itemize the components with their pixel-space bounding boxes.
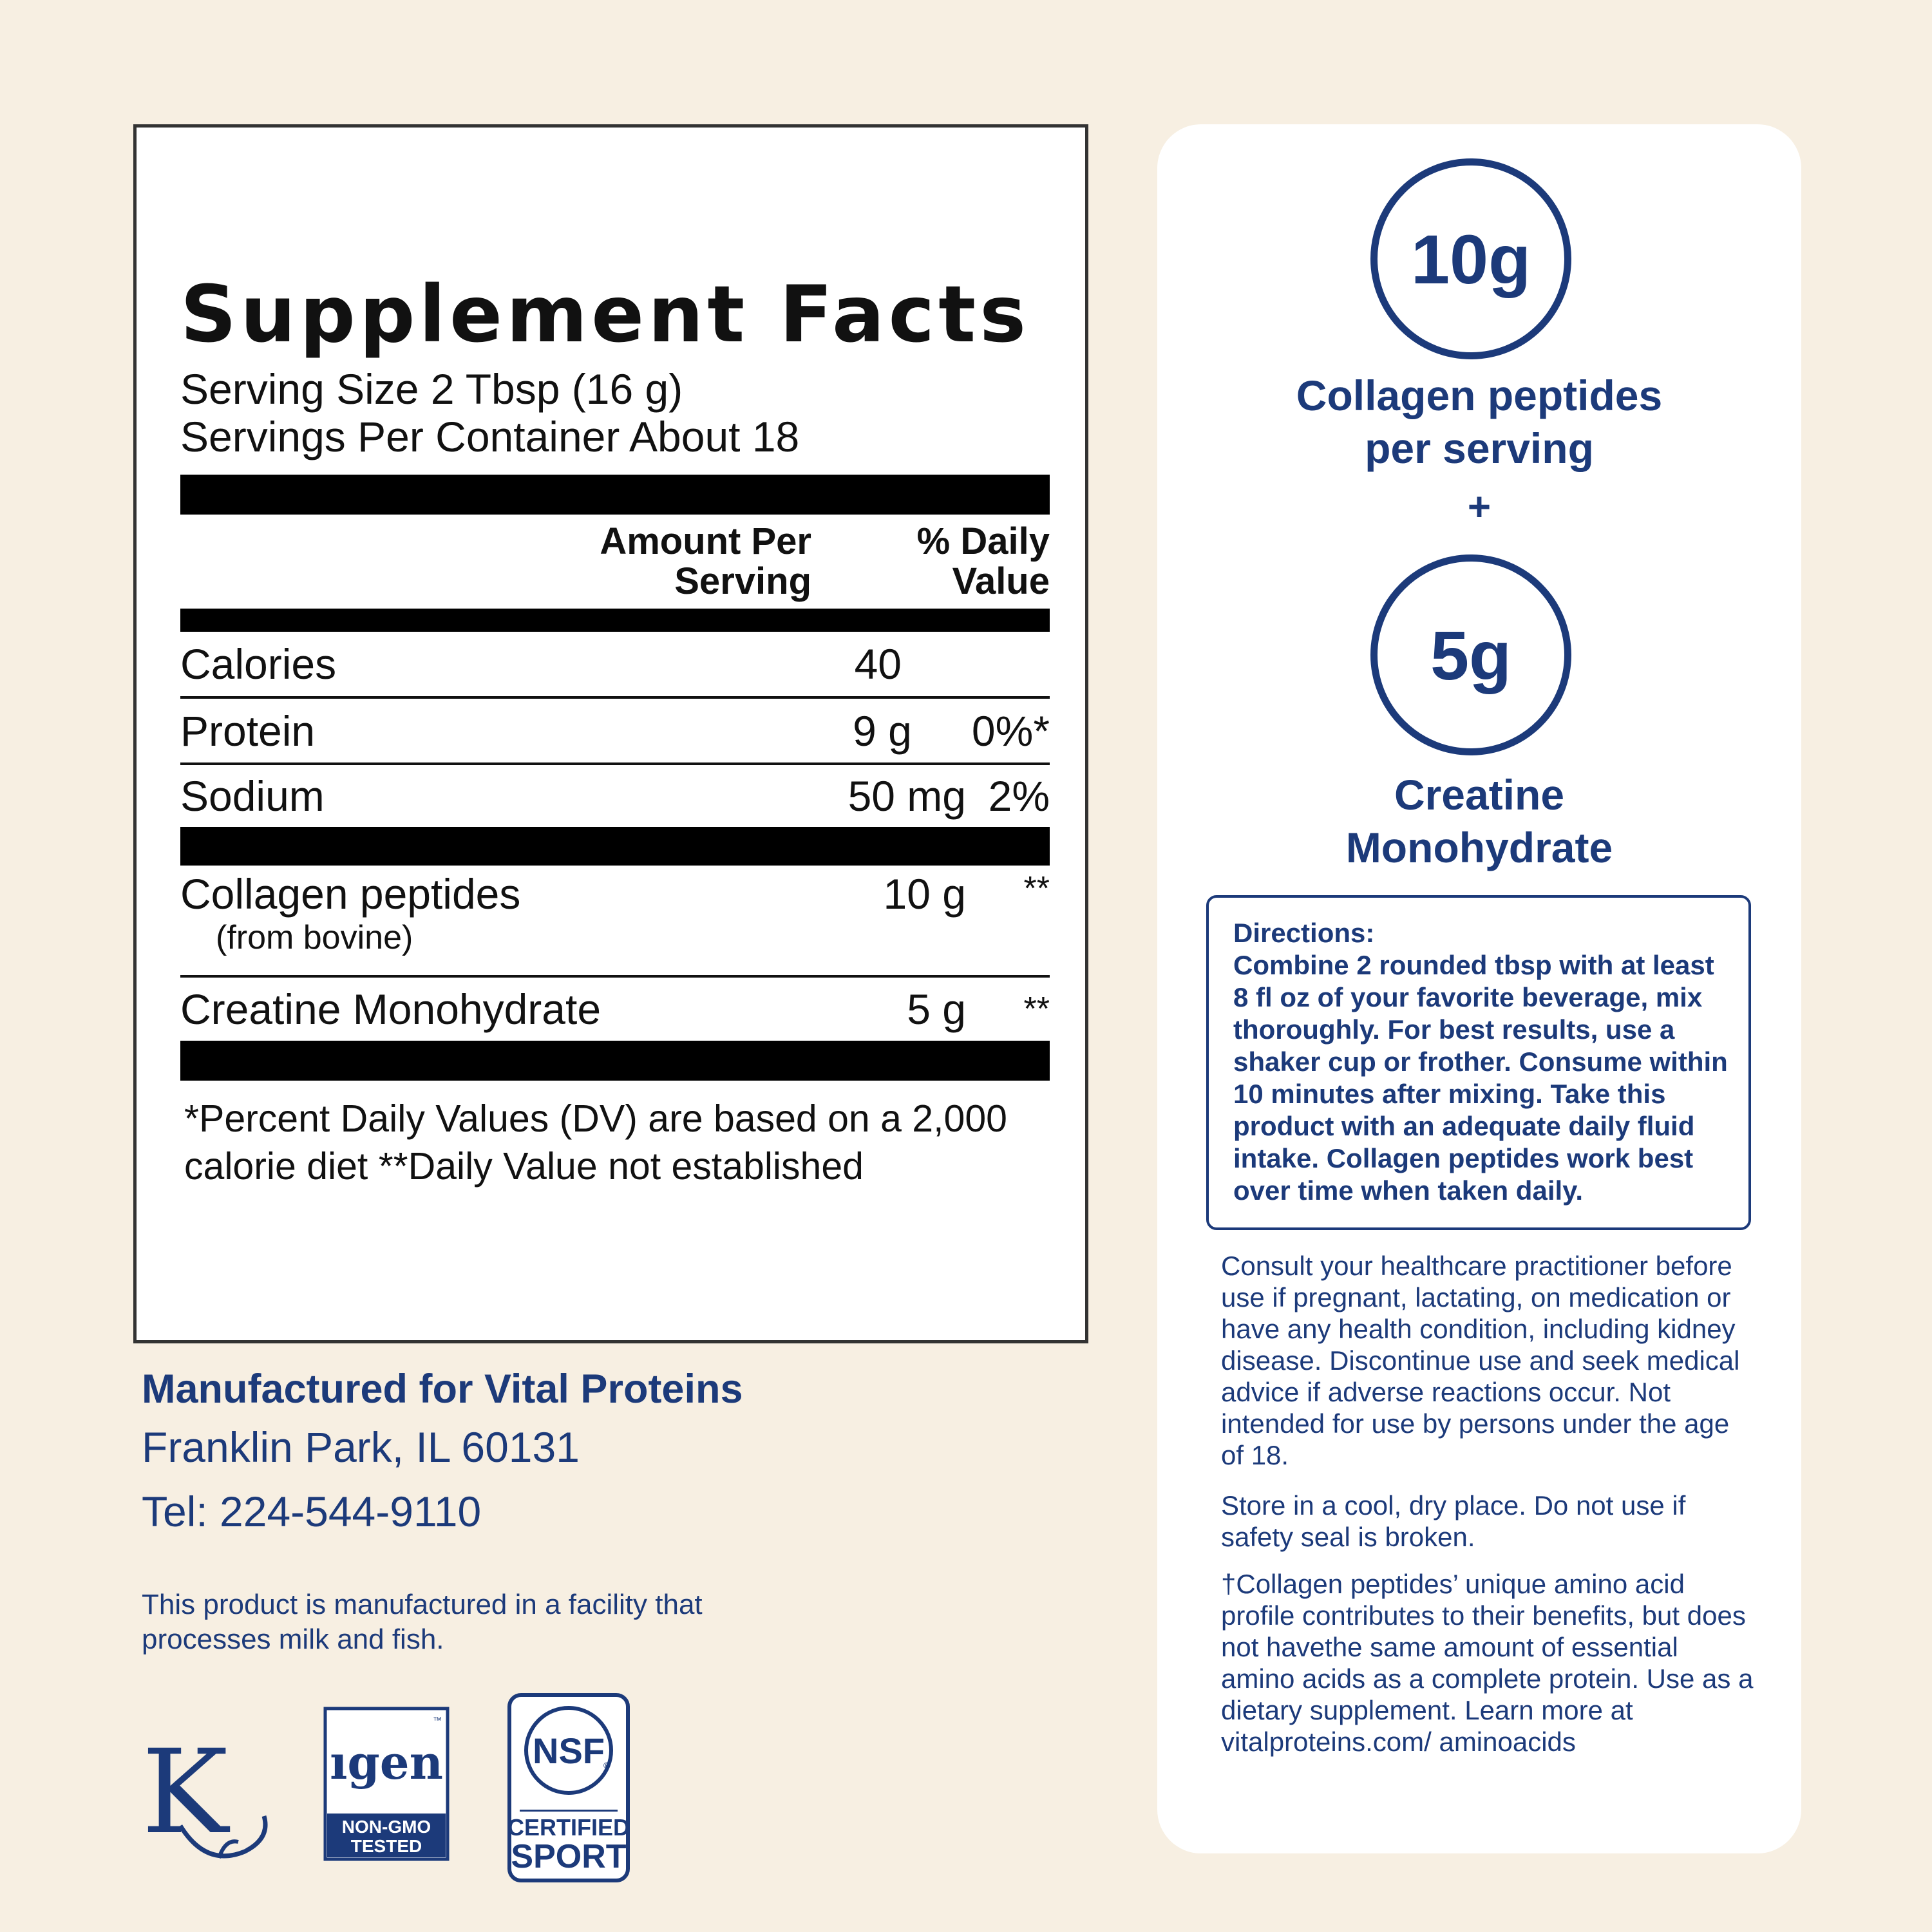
manufacturer-phone: Tel: 224-544-9110 [142,1488,482,1535]
manufacturer-city: Franklin Park, IL 60131 [142,1423,580,1471]
thick-divider [180,475,1050,515]
certified-label: CERTIFIED [507,1814,630,1841]
nutrient-source: (from bovine) [216,919,413,956]
nutrient-amount: 10 g [883,870,966,918]
directions-text: Combine 2 rounded tbsp with at least 8 fl oz of your favorite beverage, mix thoroughly. For best results, use a shaker cup or frother. Consume within 10 minutes after mixing. Take this product with an adequate daily fluid intake. Collagen peptides work best over time when taken daily. [1233,950,1728,1206]
non-gmo-tested-logo [323,1707,450,1861]
nutrient-dv: 2% [988,772,1050,820]
creatine-caption-line1: Creatine [1394,771,1565,819]
nutrient-row-sodium [180,765,1050,827]
collagen-amount-badge: 10g [1370,158,1571,359]
daily-value-header: % Daily Value [916,520,1050,602]
directions-box [1206,895,1751,1230]
nutrient-name: Calories [180,640,337,688]
non-gmo-label: NON-GMO [341,1817,431,1837]
nutrient-dv: ** [1023,870,1050,907]
servings-per-container: Servings Per Container About 18 [180,413,800,460]
nutrient-amount: 5 g [907,985,966,1033]
storage-warning: Store in a cool, dry place. Do not use if safety seal is broken. [1221,1490,1686,1552]
svg-text:®: ® [603,1760,611,1770]
amount-per-serving-header: Amount Per Serving [600,520,811,602]
column-header-row [180,515,1050,609]
serving-size: Serving Size 2 Tbsp (16 g) [180,365,683,413]
tested-label: TESTED [350,1836,422,1856]
nutrient-name: Creatine Monohydrate [180,985,601,1033]
svg-text:™: ™ [433,1715,442,1725]
nutrient-amount: 9 g [853,706,912,755]
collagen-note: †Collagen peptides’ unique amino acid profile contributes to their benefits, but does not havethe same amount of essential amino acids as a complete protein. Use as a dietary supplement. Learn more at vitalproteins.com/ aminoacids [1221,1569,1754,1757]
supplement-facts-title: Supplement Facts [180,269,1030,360]
daily-value-footnote: *Percent Daily Values (DV) are based on a 2,000 calorie diet **Daily Value not established [184,1097,1007,1188]
creatine-amount-badge: 5g [1370,554,1571,755]
nsf-certified-sport-logo [507,1692,630,1883]
nutrient-dv: 0%* [971,706,1050,755]
sport-label: SPORT [511,1838,627,1875]
creatine-caption-line2: Monohydrate [1345,824,1613,871]
collagen-caption-line1: Collagen peptides [1296,372,1663,419]
thick-divider [180,1041,1050,1081]
plus-sign: + [1467,485,1492,529]
supplement-facts-panel [133,124,1088,1343]
nutrient-row-protein [180,699,1050,762]
manufacturer-name: Manufactured for Vital Proteins [142,1367,743,1412]
supplement-facts-content [180,269,1050,1190]
thick-divider [180,609,1050,632]
nutrient-name: Protein [180,706,316,755]
nsf-wordmark: NSF [533,1730,605,1771]
nutrient-dv: ** [1023,990,1050,1028]
ngen-wordmark: ıgen [330,1735,443,1790]
manufacturer-info [142,1363,743,1544]
consult-warning: Consult your healthcare practitioner before use if pregnant, lactating, on medication or have any health condition, including kidney disease. Discontinue use and seek medical advice if adverse reactions occur. Not intended for use by persons under the age of 18. [1221,1251,1740,1470]
directions-heading: Directions: [1233,918,1375,948]
nutrient-row-creatine [180,978,1050,1041]
nutrient-amount: 50 mg [848,772,966,820]
info-card [1157,124,1801,1853]
nutrient-name-block [180,869,592,957]
thick-divider [180,827,1050,866]
nutrient-name: Collagen peptides [180,870,521,918]
nutrient-row-calories [180,632,1050,696]
kosher-logo [142,1729,270,1864]
allergen-statement: This product is manufactured in a facility that processes milk and fish. [142,1589,703,1655]
nutrient-row-collagen [180,866,1050,975]
nutrient-name: Sodium [180,772,325,820]
collagen-caption-line2: per serving [1365,424,1594,472]
nutrient-amount: 40 [854,640,902,688]
collagen-caption [1157,369,1801,475]
kosher-letter: K [142,1729,229,1860]
creatine-caption [1157,768,1801,874]
